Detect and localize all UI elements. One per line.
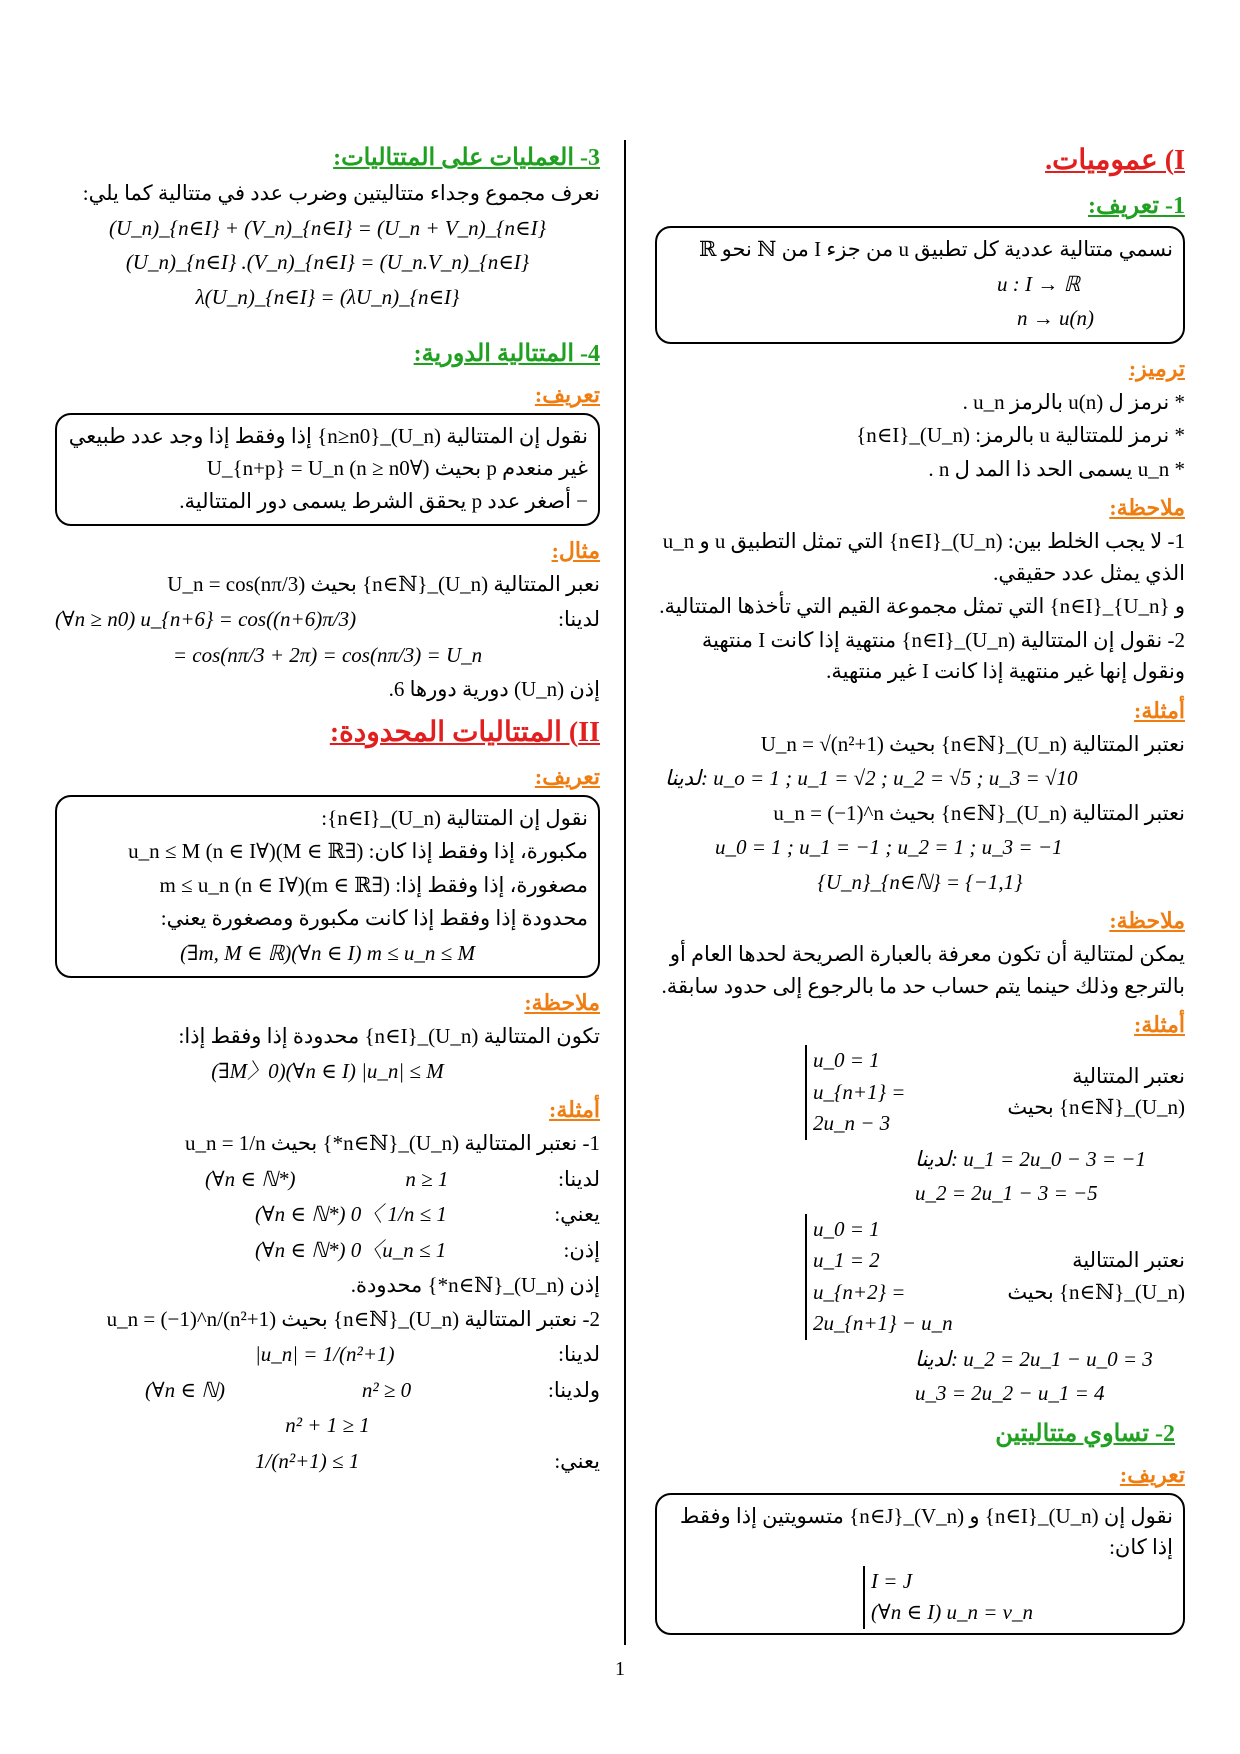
examples2-heading: أمثلة: (1134, 1012, 1185, 1037)
periodic-definition-2: − أصغر عدد p يحقق الشرط يسمى دور المتتالية. (179, 489, 588, 513)
bounded-definition-2: مصغورة، إذا وفقط إذا: (∃m ∈ ℝ)(∀n ∈ I) m ≤ u_n (159, 872, 588, 897)
bounded-example-1-label-1: لدينا: (558, 1166, 600, 1191)
examples-heading: أمثلة: (1134, 697, 1185, 723)
bounded-example-1-quantifier: (∀n ∈ ℕ*) (205, 1166, 296, 1191)
bounded-example-1-line-2 (55, 1199, 600, 1231)
notation-1: * نرمز ل u(n) بالرمز u_n . (962, 389, 1185, 414)
bounded-definition-3: محدودة إذا وفقط إذا كانت مكبورة ومصغورة يعني: (160, 906, 588, 930)
definition-rule: n → u(n) (1017, 306, 1094, 330)
bounded-remark-heading: ملاحظة: (524, 990, 600, 1015)
example-3-value-2: u_2 = 2u_1 − 3 = −5 (915, 1181, 1098, 1205)
example-3-sys-2: u_{n+1} = 2u_n − 3 (813, 1079, 906, 1135)
equality-definition-box (655, 1493, 1185, 1635)
bounded-examples-heading: أمثلة: (549, 1097, 600, 1122)
remark-3: يمكن لمتتالية أن تكون معرفة بالعبارة الصريحة لحدها العام أو بالترجع وذلك حينما يتم حساب حد ما بالرجوع إلى حدود سابقة. (661, 942, 1185, 998)
remark-2: 2- نقول إن المتتالية (U_n)_{n∈I} منتهية إذا كانت I منتهية ونقول إنها غير منتهية إذا كانت I غير منتهية. (701, 627, 1185, 683)
equality-heading: 2- تساوي متتاليتين (995, 1420, 1175, 1447)
bounded-remark: تكون المتتالية (U_n)_{n∈I} محدودة إذا وفقط إذا: (178, 1024, 600, 1048)
bounded-definition-1: مكبورة، إذا وفقط إذا كان: (∃M ∈ ℝ)(∀n ∈ I) u_n ≤ M (128, 839, 588, 863)
right-column (655, 140, 1185, 1643)
periodic-heading: 4- المتتالية الدورية: (413, 341, 600, 367)
periodic-example-heading: مثال: (551, 537, 600, 563)
bounded-example-1-label-3: إذن: (563, 1237, 600, 1262)
notation-2: * نرمز للمتتالية u بالرمز: (U_n)_{n∈I} (856, 423, 1185, 447)
operations-text: نعرف مجموع وجداء متتاليتين وضرب عدد في متتالية كما يلي: (82, 181, 600, 205)
left-column (55, 140, 600, 1481)
bounded-definition-box (55, 795, 600, 979)
example-4-system (805, 1214, 979, 1340)
remark-1: 1- لا يجب الخلط بين: (U_n)_{n∈I} التي تمثل التطبيق u و u_n الذي يمثل عدد حقيقي. (662, 529, 1185, 585)
definition-map: u : I → ℝ (997, 271, 1081, 296)
periodic-example-label: لدينا: (558, 607, 600, 631)
bounded-example-2-label-2: ولدينا: (548, 1377, 600, 1402)
periodic-definition-box (55, 413, 600, 526)
example-3 (655, 1045, 1185, 1140)
notation-heading: ترميز: (1128, 355, 1185, 381)
definition-box (655, 226, 1185, 344)
example-1-values: لدينا: u_o = 1 ; u_1 = √2 ; u_2 = √5 ; u_3 = √10 (665, 766, 1078, 790)
equality-definition-text: نقول إن (U_n)_{n∈I} و (V_n)_{n∈J} متسويتين إذا وفقط إذا كان: (679, 1503, 1173, 1559)
definition-text: نسمي متتالية عددية كل تطبيق u من جزء I من ℕ نحو ℝ (698, 237, 1173, 261)
periodic-definition-heading: تعريف: (534, 382, 600, 407)
example-4-sys-3: u_{n+2} = 2u_{n+1} − u_n (813, 1279, 953, 1335)
bounded-example-2-formula-1: |u_n| = 1/(n²+1) (255, 1342, 395, 1366)
remark-heading: ملاحظة: (1109, 495, 1185, 520)
bounded-example-1-formula-3: (∀n ∈ ℕ*) 0〈u_n ≤ 1 (255, 1237, 447, 1262)
example-3-text: نعتبر المتتالية (U_n)_{n∈ℕ} بحيث (1007, 1063, 1185, 1120)
equality-definition-heading: تعريف: (1119, 1461, 1185, 1487)
bounded-example-2-line-2 (55, 1375, 600, 1407)
equality-sys-2: (∀n ∈ I) u_n = v_n (871, 1600, 1033, 1624)
bounded-example-2-line-1 (55, 1339, 600, 1371)
bounded-example-1-conclusion: إذن (U_n)_{n∈ℕ*} محدودة. (350, 1273, 600, 1297)
bounded-example-2-label-1: لدينا: (558, 1342, 600, 1366)
bounded-example-1-label-2: يعني: (554, 1202, 600, 1226)
periodic-example-line-1 (55, 604, 600, 636)
bounded-definition-4: (∃m, M ∈ ℝ)(∀n ∈ I) m ≤ u_n ≤ M (180, 940, 475, 965)
example-4-value-2: u_3 = 2u_2 − u_1 = 4 (915, 1381, 1105, 1405)
periodic-example-formula-1: (∀n ≥ n0) u_{n+6} = cos((n+6)π/3) (55, 607, 357, 631)
bounded-example-2-formula-3: n² + 1 ≥ 1 (285, 1413, 370, 1437)
bounded-example-1-formula-2: (∀n ∈ ℕ*) 0〈 1/n ≤ 1 (255, 1202, 447, 1226)
example-4-value-1: لدينا: u_2 = 2u_1 − u_0 = 3 (915, 1346, 1153, 1371)
equality-system (863, 1566, 1033, 1629)
example-2-set: {U_n}_{n∈ℕ} = {−1,1} (817, 869, 1023, 894)
example-1: نعتبر المتتالية (U_n)_{n∈ℕ} بحيث U_n = √(n²+1) (760, 731, 1185, 756)
example-2-values: u_0 = 1 ; u_1 = −1 ; u_2 = 1 ; u_3 = −1 (715, 835, 1063, 859)
bounded-example-1: 1- نعتبر المتتالية (U_n)_{n∈ℕ*} بحيث u_n = 1/n (184, 1131, 600, 1155)
example-3-sys-1: u_0 = 1 (813, 1048, 880, 1072)
section-title-generalities: I) عموميات. (1045, 145, 1185, 176)
periodic-example-formula-2: = cos(nπ/3 + 2π) = cos(nπ/3) = U_n (172, 642, 483, 667)
definition-heading: 1- تعريف: (1087, 193, 1185, 219)
example-4-sys-2: u_1 = 2 (813, 1248, 880, 1272)
equality-sys-1: I = J (871, 1568, 913, 1593)
operation-product: (U_n)_{n∈I} .(V_n)_{n∈I} = (U_n.V_n)_{n∈I} (125, 250, 530, 274)
periodic-example-conclusion: إذن (U_n) دورية دورها 6. (388, 677, 600, 701)
bounded-example-2-label-4: يعني: (554, 1448, 600, 1473)
page-number: 1 (615, 1658, 625, 1680)
bounded-example-1-line-1 (55, 1164, 600, 1196)
remark2-heading: ملاحظة: (1109, 908, 1185, 933)
example-4-sys-1: u_0 = 1 (813, 1216, 880, 1241)
example-2: نعتبر المتتالية (U_n)_{n∈ℕ} بحيث u_n = (−1)^n (773, 800, 1185, 825)
example-3-value-1: لدينا: u_1 = 2u_0 − 3 = −1 (915, 1146, 1146, 1171)
bounded-sequences-heading: II) المتتاليات المحدودة: (329, 716, 600, 748)
bounded-definition-heading: تعريف: (534, 763, 600, 789)
periodic-example: نعبر المتتالية (U_n)_{n∈ℕ} بحيث U_n = cos(nπ/3) (167, 571, 600, 596)
example-4 (655, 1214, 1185, 1340)
bounded-example-2-line-4 (55, 1446, 600, 1478)
operation-scalar: λ(U_n)_{n∈I} = (λU_n)_{n∈I} (195, 284, 460, 309)
periodic-definition-1: نقول إن المتتالية (U_n)_{n≥n0} إذا وفقط إذا وجد عدد طبيعي غير منعدم p بحيث (∀n ≥ n0) U_{n+p} = U_n (68, 424, 588, 480)
column-divider (624, 140, 626, 1645)
bounded-remark-formula: (∃M〉0)(∀n ∈ I) |u_n| ≤ M (211, 1058, 444, 1083)
example-3-system (805, 1045, 951, 1140)
operations-heading: 3- العمليات على المتتاليات: (333, 145, 600, 171)
operation-sum: (U_n)_{n∈I} + (V_n)_{n∈I} = (U_n + V_n)_{n∈I} (109, 215, 546, 240)
bounded-example-1-formula-1: n ≥ 1 (405, 1166, 449, 1191)
bounded-definition-0: نقول إن المتتالية (U_n)_{n∈I}: (321, 805, 588, 830)
bounded-example-1-line-3 (55, 1235, 600, 1267)
example-4-text: نعتبر المتتالية (U_n)_{n∈ℕ} بحيث (1007, 1248, 1185, 1304)
notation-3: * u_n يسمى الحد ذا المد ل n . (928, 456, 1185, 481)
remark-1b: و {U_n}_{n∈I} التي تمثل مجموعة القيم التي تأخذها المتتالية. (659, 594, 1185, 618)
bounded-example-2-formula-4: 1/(n²+1) ≤ 1 (255, 1448, 360, 1473)
bounded-example-2-quantifier: (∀n ∈ ℕ) (145, 1377, 226, 1402)
bounded-example-2-formula-2: n² ≥ 0 (361, 1377, 412, 1402)
bounded-example-2: 2- نعتبر المتتالية (U_n)_{n∈ℕ} بحيث u_n = (−1)^n/(n²+1) (106, 1306, 600, 1331)
